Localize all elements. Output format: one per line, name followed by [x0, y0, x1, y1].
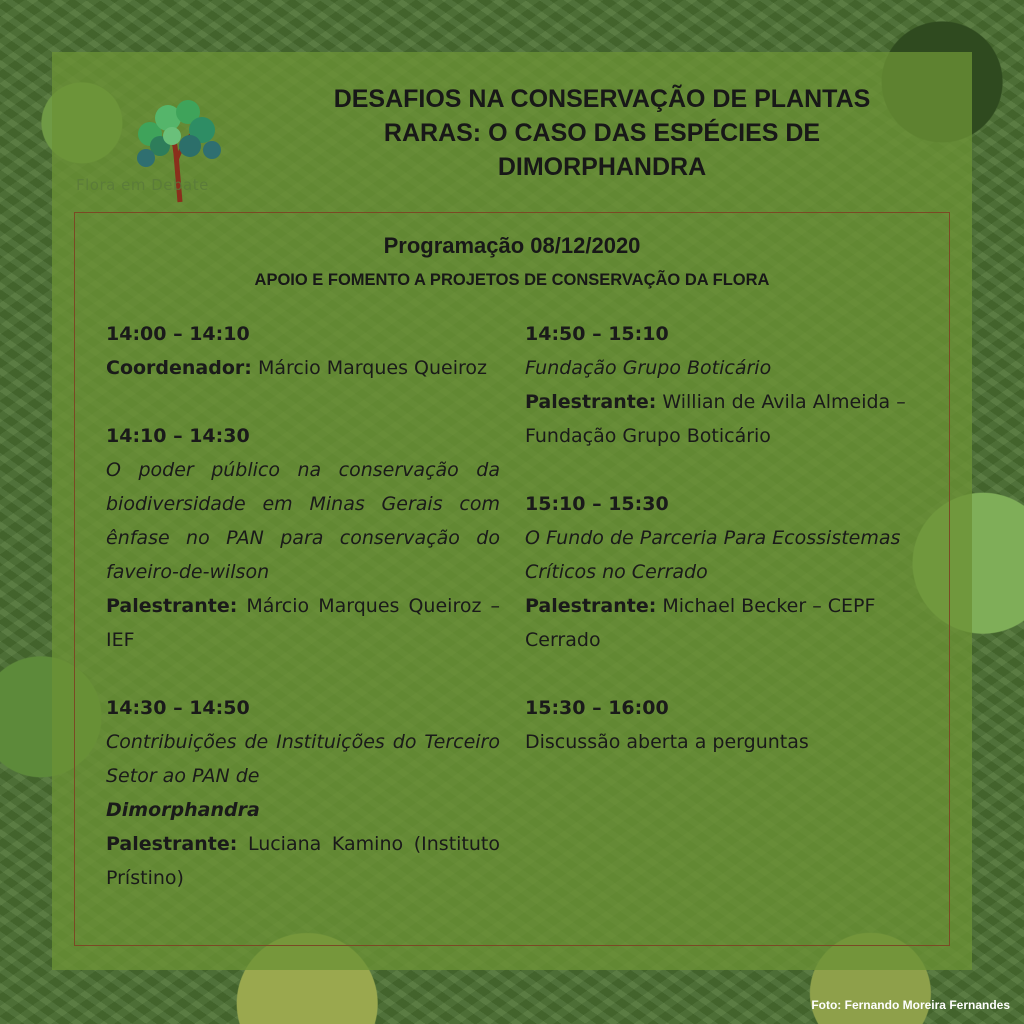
session-speaker: [106, 827, 500, 895]
talk-title: O Fundo de Parceria Para Ecossistemas Críticos no Cerrado: [525, 527, 901, 583]
talk-title: O poder público na conservação da biodiversidade em Minas Gerais com ênfase no PAN para conservação do faveiro-de-wilson: [106, 459, 500, 583]
talk-title: Discussão aberta a perguntas: [525, 731, 809, 753]
title-line-3: DIMORPHANDRA: [497, 153, 707, 181]
role-label: Palestrante:: [106, 595, 238, 617]
program-subtitle: APOIO E FOMENTO A PROJETOS DE CONSERVAÇÃO DA FLORA: [254, 271, 770, 289]
talk-title-genus: Dimorphandra: [106, 799, 260, 821]
session-time: 14:10 – 14:30: [106, 425, 250, 447]
title-line-1: DESAFIOS NA CONSERVAÇÃO DE PLANTAS: [333, 85, 871, 113]
schedule-column-left: [106, 317, 500, 929]
session-time: 15:10 – 15:30: [525, 493, 669, 515]
session-1410: [106, 419, 500, 657]
photo-credit: Foto: Fernando Moreira Fernandes: [811, 998, 1010, 1012]
session-time: 15:30 – 16:00: [525, 697, 669, 719]
session-1400: [106, 317, 500, 385]
session-1430: [106, 691, 500, 895]
session-1530: [525, 691, 925, 759]
talk-title: Contribuições de Instituições do Terceiro Setor ao PAN de: [106, 731, 500, 787]
session-time: 14:00 – 14:10: [106, 323, 250, 345]
schedule-box: [74, 212, 950, 946]
session-speaker: [525, 385, 925, 453]
session-coordinator: [106, 351, 500, 385]
title-line-2: RARAS: O CASO DAS ESPÉCIES DE: [383, 119, 821, 147]
talk-title: Fundação Grupo Boticário: [525, 357, 772, 379]
person-name: Luciana Kamino (Instituto Prístino): [106, 833, 500, 889]
role-label: Coordenador:: [106, 357, 252, 379]
schedule-column-right: [525, 317, 925, 793]
role-label: Palestrante:: [525, 595, 657, 617]
session-speaker: [106, 589, 500, 657]
session-time: 14:50 – 15:10: [525, 323, 669, 345]
role-label: Palestrante:: [106, 833, 238, 855]
session-1510: [525, 487, 925, 657]
session-time: 14:30 – 14:50: [106, 697, 250, 719]
person-name: Márcio Marques Queiroz – IEF: [106, 595, 500, 651]
person-name: Michael Becker – CEPF Cerrado: [525, 595, 876, 651]
session-1450: [525, 317, 925, 453]
logo-text: Flora em Debate: [76, 176, 209, 194]
role-label: Palestrante:: [525, 391, 657, 413]
page-title: [292, 82, 912, 184]
program-panel: [52, 52, 972, 970]
session-speaker: [525, 589, 925, 657]
person-name: Márcio Marques Queiroz: [257, 357, 487, 379]
person-name: Willian de Avila Almeida – Fundação Grupo Boticário: [525, 391, 906, 447]
program-title: Programação 08/12/2020: [383, 233, 641, 258]
